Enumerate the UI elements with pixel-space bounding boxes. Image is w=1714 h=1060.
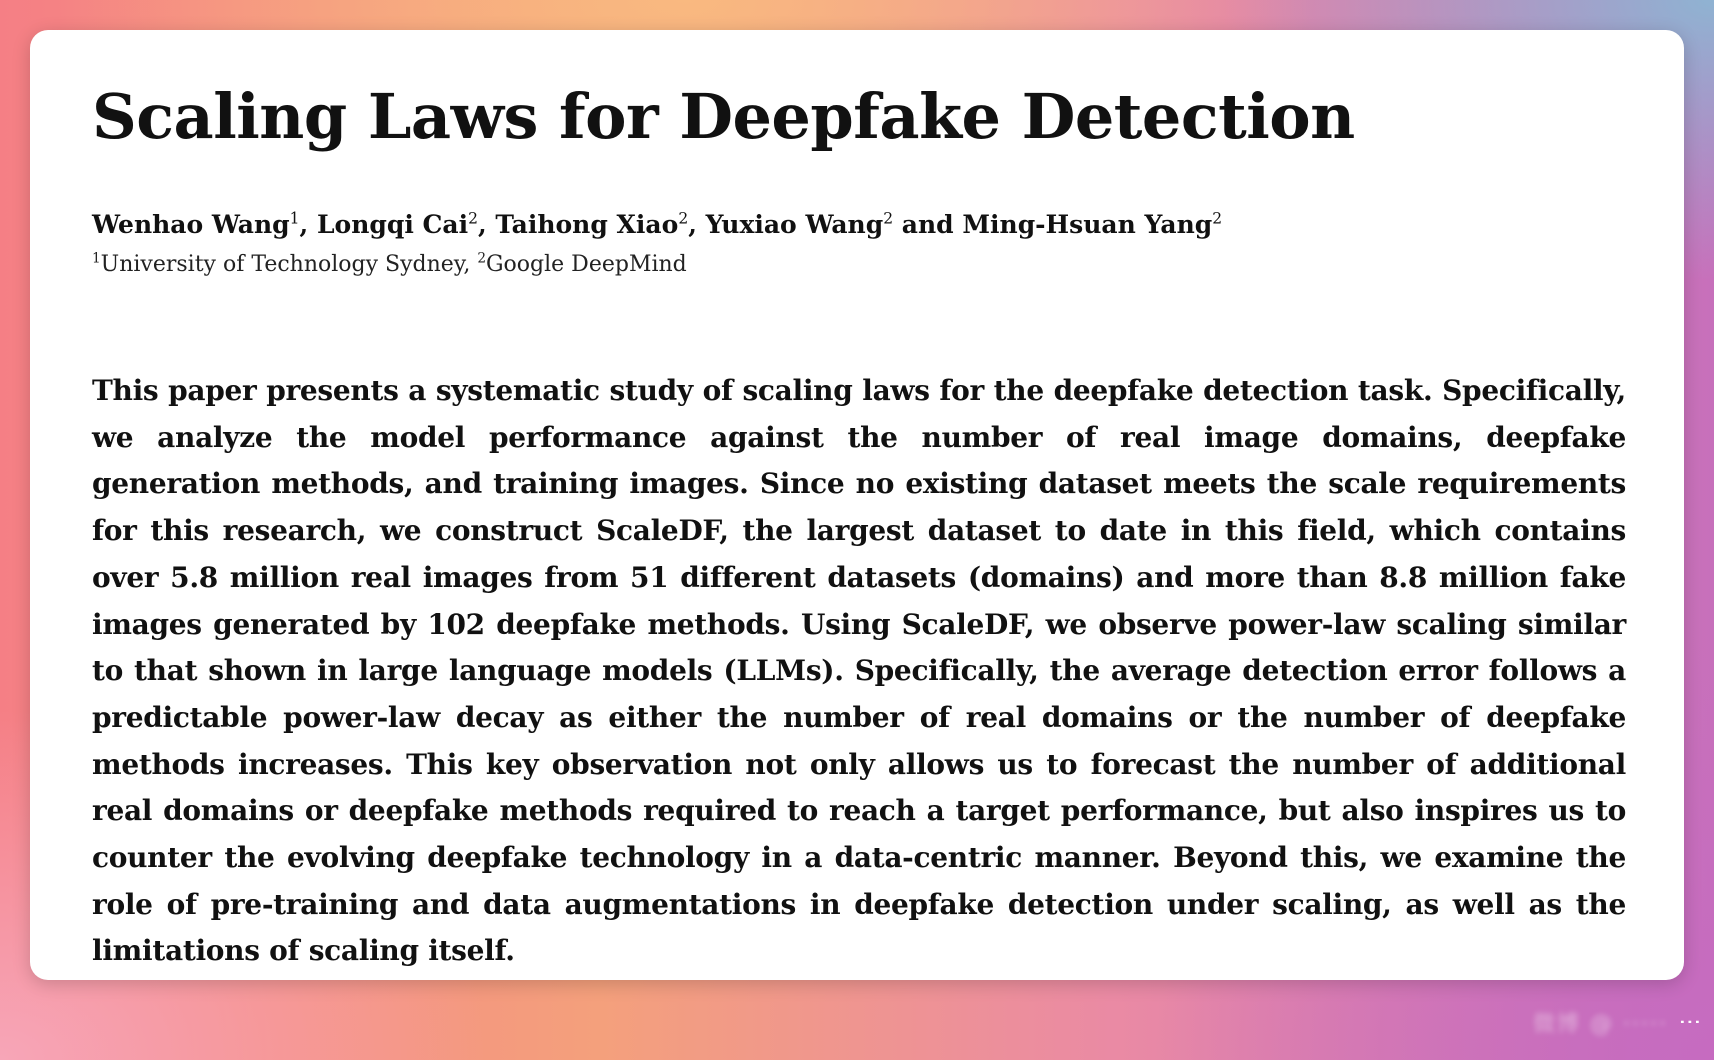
watermark-text: 微博 @ ····· [1533, 1011, 1668, 1037]
author: Taihong Xiao$^2$ [495, 209, 689, 239]
watermark [1300, 1002, 1700, 1042]
author: Ming-Hsuan Yang$^2$ [962, 209, 1223, 239]
paper-title: Scaling Laws for Deepfake Detection [92, 80, 1355, 153]
author: Wenhao Wang$^1$ [92, 209, 300, 239]
paper-card [30, 30, 1684, 980]
author: Yuxiao Wang$^2$ [705, 209, 894, 239]
affiliation: $^1$University of Technology Sydney [92, 250, 464, 277]
author: Longqi Cai$^2$ [316, 209, 478, 239]
abstract-text: This paper presents a systematic study of scaling laws for the deepfake detection task. Specifically, we analyze the model performance against the number of real image domains, deepfake generation methods, and training images. Since no existing dataset meets the scale requirements for this research, we construct ScaleDF, the largest dataset to date in this field, which contains over 5.8 million real images from 51 different datasets (domains) and more than 8.8 million fake images generated by 102 deepfake methods. Using ScaleDF, we observe power-law scaling similar to that shown in large language models (LLMs). Specifically, the average detection error follows a predictable power-law decay as either the number of real domains or the number of deepfake methods increases. This key observation not only allows us to forecast the number of additional real domains or deepfake methods required to reach a target performance, but also inspires us to counter the evolving deepfake technology in a data-centric manner. Beyond this, we examine the role of pre-training and data augmentations in deepfake detection under scaling, as well as the limitations of scaling itself. [92, 374, 1626, 968]
affiliation: $^2$Google DeepMind [477, 250, 687, 277]
author-list: Wenhao Wang$^1$, Longqi Cai$^2$, Taihong Xiao$^2$, Yuxiao Wang$^2$ and Ming-Hsuan Yang$^2$ [92, 209, 1223, 239]
more-vertical-icon[interactable]: ⋮ [1677, 1011, 1702, 1033]
affiliation-list: $^1$University of Technology Sydney, $^2$Google DeepMind [92, 250, 687, 277]
